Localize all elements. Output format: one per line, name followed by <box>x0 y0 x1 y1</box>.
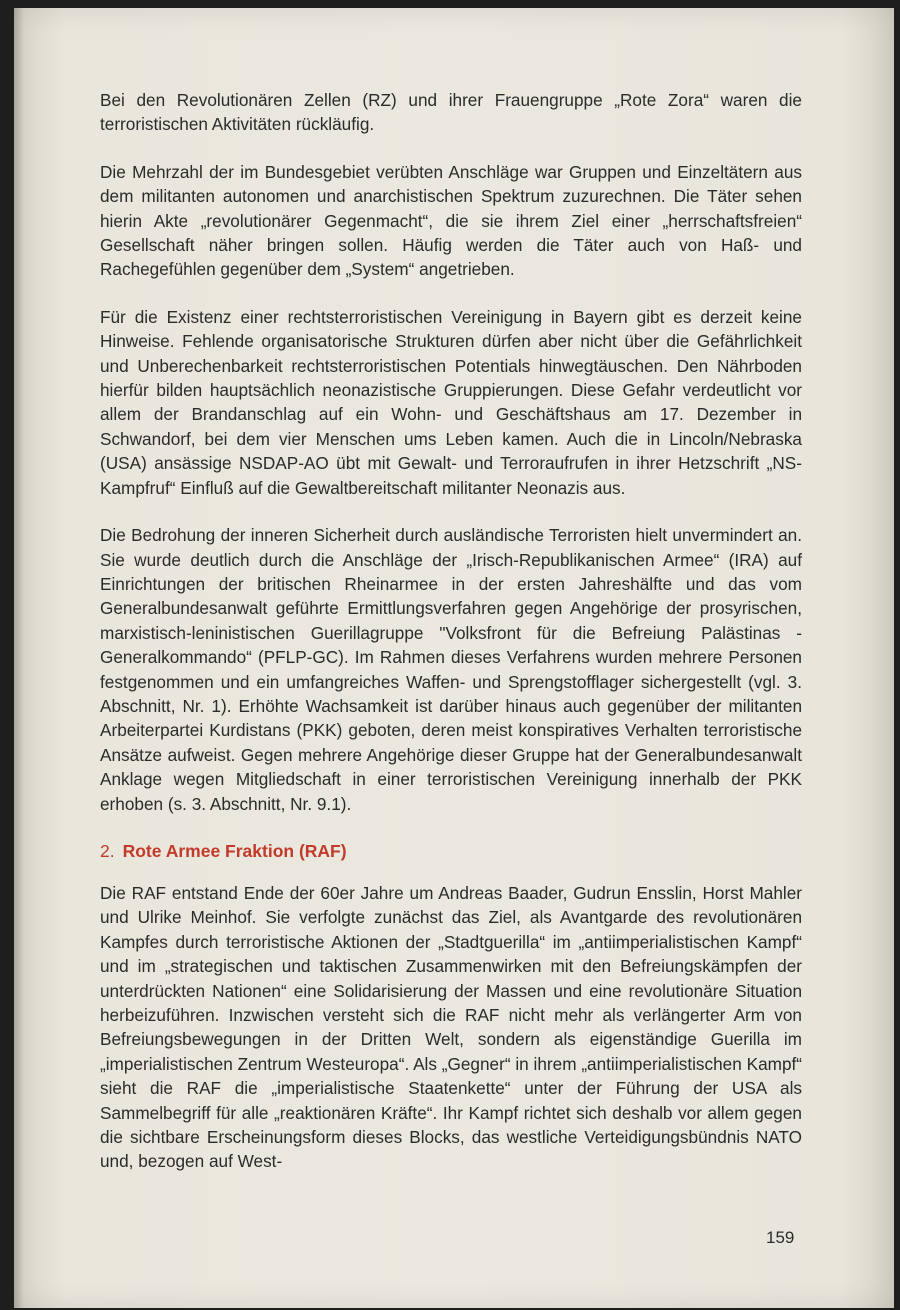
page-number: 159 <box>766 1228 795 1247</box>
paragraph-raf: Die RAF entstand Ende der 60er Jahre um Andreas Baader, Gudrun Ensslin, Horst Mahler und Ulrike Meinhof. Sie verfolgte zunächst das Ziel, als Avantgarde des revolutionären Kampfes durch terroristische Aktionen der „Stadtguerilla“ im „antiimperialistischen Kampf“ und im „strategischen und taktischen Zusammenwirken mit den Befreiungskämpfen der unterdrückten Nationen“ eine Solidarisierung der Massen und eine revolutionäre Situation herbeizuführen. Inzwischen versteht sich die RAF nicht mehr als verlängerter Arm von Befreiungsbewegungen in der Dritten Welt, sondern als eigenständige Guerilla im „imperialistischen Zentrum Westeuropa“. Als „Gegner“ in ihrem „antiimperialistischen Kampf“ sieht die RAF die „imperialistische Staatenkette“ unter der Führung der USA als Sammelbegriff für alle „reaktionären Kräfte“. Ihr Kampf richtet sich deshalb vor allem gegen die sichtbare Erscheinungsform dieses Blocks, das westliche Verteidigungsbündnis NATO und, bezogen auf West- <box>100 882 802 1172</box>
paragraph-auslaendische-terroristen: Die Bedrohung der inneren Sicherheit durch ausländische Terroristen hielt unvermindert an. Sie wurde deutlich durch die Anschläge der „Irisch-Republikanischen Armee“ (IRA) auf Einrichtungen der britischen Rheinarmee in der ersten Jahreshälfte und das vom Generalbundesanwalt geführte Ermittlungsverfahren gegen Angehörige der prosyrischen, marxistisch-leninistischen Guerillagruppe "Volksfront für die Befreiung Palästinas - Generalkommando“ (PFLP-GC). Im Rahmen dieses Verfahrens wurden mehrere Personen festgenommen und ein umfangreiches Waffen- und Sprengstofflager sichergestellt (vgl. 3. Abschnitt, Nr. 1). Erhöhte Wachsamkeit ist darüber hinaus auch gegenüber der militanten Arbeiterpartei Kurdistans (PKK) geboten, deren meist konspiratives Verhalten terroristische Ansätze aufweist. Gegen mehrere Angehörige dieser Gruppe hat der Generalbundesanwalt Anklage wegen Mitgliedschaft in einer terroristischen Vereinigung innerhalb der PKK erhoben (s. 3. Abschnitt, Nr. 9.1). <box>100 525 802 814</box>
paragraph-rz: Bei den Revolutionären Zellen (RZ) und ihrer Frauengruppe „Rote Zora“ waren die terroristischen Aktivitäten rückläufig. <box>100 90 802 135</box>
paragraph-rechtsterrorismus: Für die Existenz einer rechtsterroristischen Vereinigung in Bayern gibt es derzeit keine Hinweise. Fehlende organisatorische Strukturen dürfen aber nicht über die Gefährlichkeit und Unberechenbarkeit rechtsterroristischen Potentials hinwegtäuschen. Den Nährboden hierfür bilden hauptsächlich neonazistische Gruppierungen. Diese Gefahr verdeutlicht vor allem der Brandanschlag auf ein Wohn- und Geschäftshaus am 17. Dezember in Schwandorf, bei dem vier Menschen ums Leben kamen. Auch die in Lincoln/Nebraska (USA) ansässige NSDAP-AO übt mit Gewalt- und Terroraufrufen in ihrer Hetzschrift „NS-Kampfruf“ Einfluß auf die Gewaltbereitschaft militanter Neonazis aus. <box>100 306 802 498</box>
body-text <box>100 88 802 1197</box>
paragraph-anschlaege: Die Mehrzahl der im Bundesgebiet verübten Anschläge war Gruppen und Einzeltätern aus dem militanten autonomen und anarchistischen Spektrum zuzurechnen. Die Täter sehen hierin Akte „revolutionärer Gegenmacht“, die sie ihrem Ziel einer „herrschaftsfreien“ Gesellschaft näher bringen sollen. Häufig werden die Täter auch von Haß- und Rachegefühlen gegenüber dem „System“ angetrieben. <box>100 161 802 280</box>
section-title: Rote Armee Fraktion (RAF) <box>122 840 347 861</box>
section-number: 2. <box>100 840 115 861</box>
section-heading <box>100 839 802 863</box>
page-edge-shadow <box>14 8 24 1308</box>
